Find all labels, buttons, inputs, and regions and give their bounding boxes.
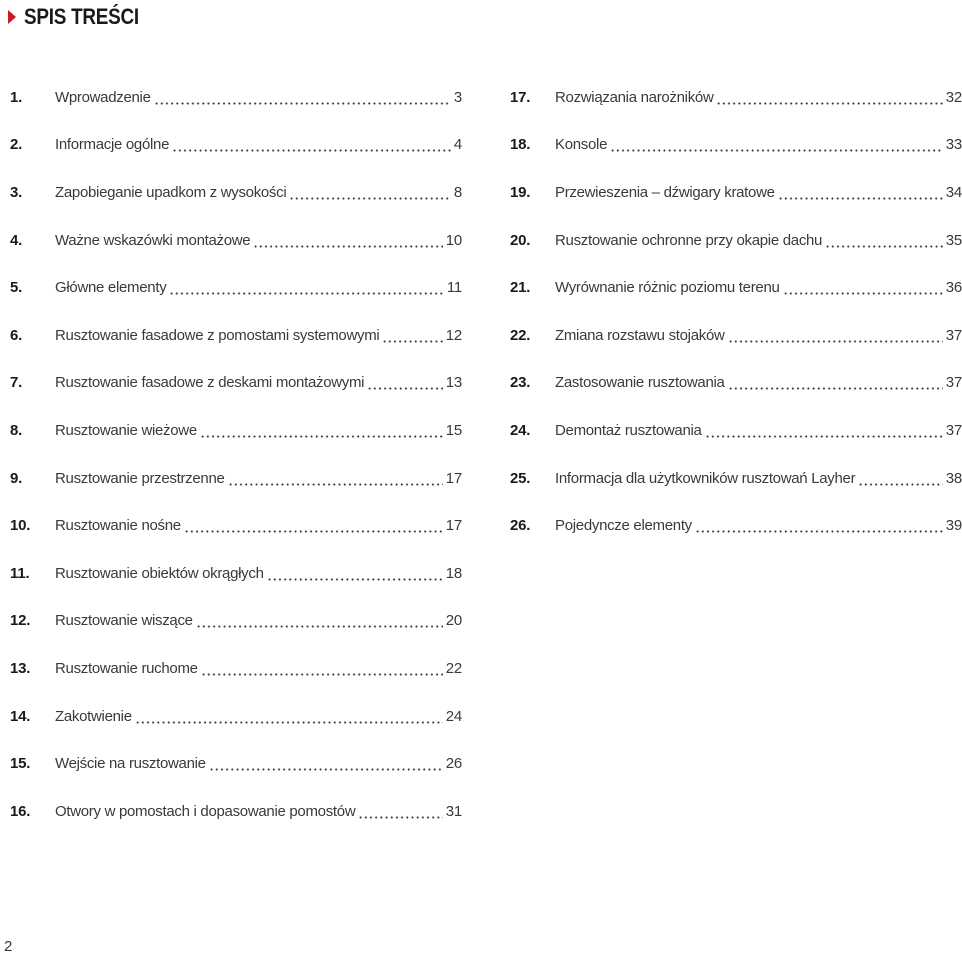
toc-entry-title: Rusztowanie ochronne przy okapie dachu (555, 231, 823, 249)
toc-entry-number: 19. (510, 183, 531, 201)
toc-entry[interactable] (510, 217, 962, 265)
dot-leader (253, 234, 442, 248)
dot-leader (728, 329, 943, 343)
toc-entry-number: 8. (10, 421, 23, 439)
toc-entry-number: 23. (510, 374, 531, 392)
toc-entry[interactable] (10, 407, 462, 455)
toc-entry[interactable] (510, 169, 962, 217)
toc-entry[interactable] (10, 788, 462, 836)
toc-entry-number: 21. (510, 279, 531, 297)
toc-entry-number: 3. (10, 183, 23, 201)
toc-entry[interactable] (510, 407, 962, 455)
dot-leader (825, 234, 943, 248)
dot-leader (716, 91, 942, 105)
toc-entry-title: Pojedyncze elementy (555, 517, 692, 535)
toc-entry-number: 9. (10, 469, 23, 487)
triangle-marker-icon (8, 10, 16, 24)
dot-leader (858, 472, 942, 486)
dot-leader (172, 138, 451, 152)
toc-entry-page: 37 (945, 326, 962, 344)
toc-entry-page: 37 (945, 374, 962, 392)
dot-leader (200, 424, 443, 438)
toc-entry-page: 37 (945, 421, 962, 439)
toc-entry-page: 32 (945, 88, 962, 106)
dot-leader (135, 710, 443, 724)
dot-leader (228, 472, 443, 486)
toc-entry-number: 20. (510, 231, 531, 249)
toc-entry-title: Rusztowanie wieżowe (55, 421, 197, 439)
toc-entry-number: 10. (10, 517, 31, 535)
dot-leader (184, 519, 443, 533)
toc-entry-number: 16. (10, 802, 31, 820)
toc-entry-title: Informacja dla użytkowników rusztowań Layher (555, 469, 856, 487)
toc-entry-title: Przewieszenia – dźwigary kratowe (555, 183, 775, 201)
page-title: SPIS TREŚCI (24, 4, 139, 29)
toc-entry-number: 11. (10, 564, 30, 582)
toc-entry-number: 24. (510, 421, 531, 439)
toc-entry-page: 10 (445, 231, 462, 249)
toc-entry-title: Wyrównanie różnic poziomu terenu (555, 279, 780, 297)
toc-entry-number: 2. (10, 136, 23, 154)
toc-entry-title: Rusztowanie nośne (55, 517, 181, 535)
toc-entry-number: 12. (10, 612, 31, 630)
toc-entry-page: 20 (445, 612, 462, 630)
dot-leader (778, 186, 943, 200)
toc-entry[interactable] (10, 598, 462, 646)
toc-entry[interactable] (10, 550, 462, 598)
toc-entry-page: 17 (445, 469, 462, 487)
toc-entry-number: 5. (10, 279, 23, 297)
toc-entry[interactable] (510, 74, 962, 122)
dot-leader (367, 376, 442, 390)
toc-entry-page: 4 (453, 136, 462, 154)
toc-entry-page: 3 (453, 88, 462, 106)
toc-entry-page: 13 (445, 374, 462, 392)
toc-entry-title: Zapobieganie upadkom z wysokości (55, 183, 287, 201)
page-number: 2 (4, 938, 13, 955)
toc-entry-page: 34 (945, 183, 962, 201)
toc-entry[interactable] (10, 169, 462, 217)
dot-leader (209, 757, 443, 771)
toc-entry-number: 18. (510, 136, 531, 154)
toc-entry[interactable] (10, 693, 462, 741)
toc-entry-title: Rusztowanie przestrzenne (55, 469, 225, 487)
toc-entry-number: 13. (10, 659, 31, 677)
dot-leader (728, 376, 943, 390)
toc-entry-title: Rusztowanie fasadowe z pomostami systemowymi (55, 326, 380, 344)
toc-entry[interactable] (10, 502, 462, 550)
toc-entry[interactable] (510, 312, 962, 360)
toc-entry[interactable] (10, 74, 462, 122)
toc-entry-title: Rusztowanie obiektów okrągłych (55, 564, 264, 582)
toc-entry[interactable] (10, 122, 462, 170)
toc-entry-page: 18 (445, 564, 462, 582)
toc-entry-title: Informacje ogólne (55, 136, 170, 154)
dot-leader (382, 329, 442, 343)
toc-entry-page: 15 (445, 421, 462, 439)
toc-entry-title: Wprowadzenie (55, 88, 151, 106)
toc-entry-page: 39 (945, 517, 962, 535)
toc-entry-title: Główne elementy (55, 279, 167, 297)
toc-entry[interactable] (510, 455, 962, 503)
toc-entry-number: 17. (510, 88, 531, 106)
toc-entry-title: Konsole (555, 136, 608, 154)
toc-entry-page: 17 (445, 517, 462, 535)
dot-leader (196, 614, 443, 628)
toc-entry-title: Rozwiązania narożników (555, 88, 714, 106)
toc-entry-page: 38 (945, 469, 962, 487)
toc-entry[interactable] (10, 455, 462, 503)
dot-leader (267, 567, 443, 581)
toc-entry-title: Rusztowanie fasadowe z deskami montażowymi (55, 374, 365, 392)
dot-leader (705, 424, 943, 438)
toc-entry-page: 24 (445, 707, 462, 725)
toc-entry-title: Rusztowanie ruchome (55, 659, 198, 677)
dot-leader (358, 805, 442, 819)
toc-entry[interactable] (10, 264, 462, 312)
toc-entry[interactable] (10, 645, 462, 693)
toc-entry[interactable] (510, 122, 962, 170)
toc-entry-number: 7. (10, 374, 23, 392)
page-header (8, 4, 158, 30)
dot-leader (169, 281, 443, 295)
dot-leader (289, 186, 450, 200)
dot-leader (154, 91, 451, 105)
toc-entry[interactable] (10, 360, 462, 408)
toc-entry-title: Zastosowanie rusztowania (555, 374, 725, 392)
toc-entry-page: 8 (453, 183, 462, 201)
toc-entry-title: Zakotwienie (55, 707, 132, 725)
toc-entry-page: 33 (945, 136, 962, 154)
toc-entry-number: 22. (510, 326, 531, 344)
dot-leader (201, 662, 443, 676)
toc-entry-number: 25. (510, 469, 531, 487)
toc-entry-page: 26 (445, 755, 462, 773)
toc-entry[interactable] (510, 264, 962, 312)
toc-entry-page: 11 (446, 279, 462, 297)
toc-entry-number: 15. (10, 755, 31, 773)
dot-leader (610, 138, 943, 152)
toc-entry-title: Rusztowanie wiszące (55, 612, 193, 630)
toc-entry[interactable] (510, 360, 962, 408)
toc-column-right (510, 74, 962, 550)
toc-entry[interactable] (10, 312, 462, 360)
toc-entry-number: 26. (510, 517, 531, 535)
toc-entry-page: 36 (945, 279, 962, 297)
dot-leader (695, 519, 943, 533)
toc-entry-title: Ważne wskazówki montażowe (55, 231, 251, 249)
toc-entry-page: 22 (445, 659, 462, 677)
toc-entry-title: Otwory w pomostach i dopasowanie pomostów (55, 802, 356, 820)
toc-entry-page: 35 (945, 231, 962, 249)
toc-entry-number: 14. (10, 707, 31, 725)
toc-entry-title: Wejście na rusztowanie (55, 755, 206, 773)
toc-entry[interactable] (10, 740, 462, 788)
toc-entry-number: 6. (10, 326, 23, 344)
toc-entry[interactable] (510, 502, 962, 550)
toc-entry-number: 4. (10, 231, 23, 249)
toc-column-left (10, 74, 462, 836)
toc-entry-title: Zmiana rozstawu stojaków (555, 326, 725, 344)
toc-entry-title: Demontaż rusztowania (555, 421, 702, 439)
toc-entry-page: 12 (445, 326, 462, 344)
toc-entry[interactable] (10, 217, 462, 265)
toc-entry-number: 1. (10, 88, 23, 106)
dot-leader (783, 281, 943, 295)
toc-entry-page: 31 (445, 802, 462, 820)
